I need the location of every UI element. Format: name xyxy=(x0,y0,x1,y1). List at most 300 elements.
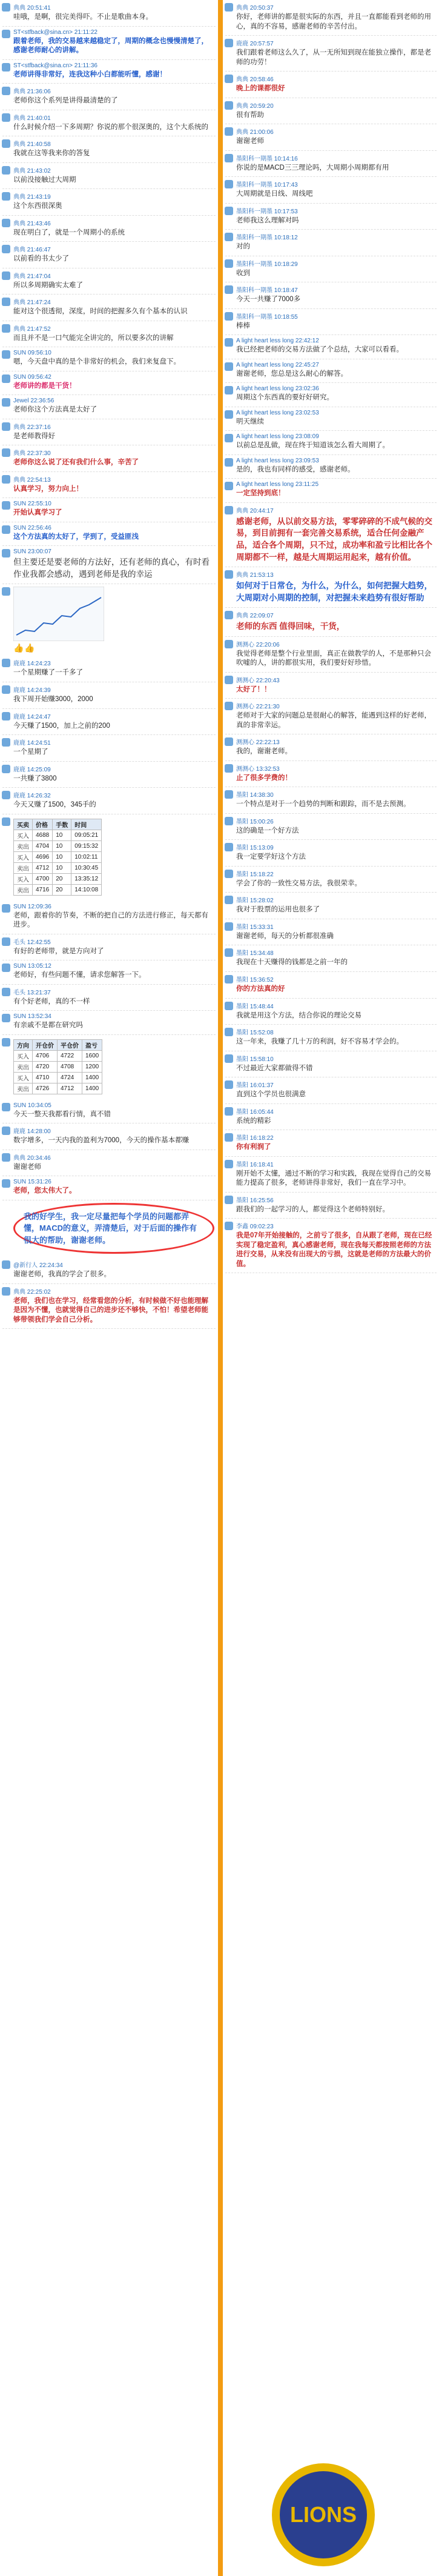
message-time: 22:54:13 xyxy=(27,476,51,484)
chat-message xyxy=(223,1219,439,1273)
sender-line xyxy=(236,737,435,746)
avatar xyxy=(225,948,233,957)
message-time: 21:43:19 xyxy=(27,194,51,201)
sender-line xyxy=(236,433,435,440)
avatar xyxy=(225,312,233,321)
sender-line xyxy=(236,2,435,12)
chat-message xyxy=(0,189,218,215)
avatar xyxy=(225,362,233,371)
sender-name: 墨阳 xyxy=(236,1135,248,1142)
sender-line xyxy=(236,285,435,294)
avatar xyxy=(225,1054,233,1063)
table-cell: 20 xyxy=(53,884,71,895)
message-time: 21:40:01 xyxy=(27,115,51,122)
sender-name: 墨阳科一期墨 xyxy=(236,182,272,189)
avatar xyxy=(225,1160,233,1168)
message-time: 14:24:23 xyxy=(27,661,51,668)
message-time: 14:28:00 xyxy=(27,1128,51,1136)
profit-chart-thumbnail xyxy=(13,587,104,641)
message-text: 而且并不是一口气能完全讲完的，所以要多次的讲解 xyxy=(13,334,174,342)
trade-table-2 xyxy=(13,1039,102,1094)
sender-line xyxy=(236,505,435,514)
avatar xyxy=(225,154,233,162)
table-cell: 4700 xyxy=(33,873,53,884)
table-cell: 4704 xyxy=(33,840,53,851)
message-text: 我下周开始赚3000，2000 xyxy=(13,695,93,703)
avatar xyxy=(2,988,10,996)
table-cell: 10 xyxy=(53,830,71,840)
message-text: 是的，我也有同样的感受，感谢老师。 xyxy=(236,465,355,473)
message-time: 21:11:36 xyxy=(74,62,97,69)
table-cell: 4708 xyxy=(58,1061,82,1072)
sender-line xyxy=(13,422,214,431)
avatar xyxy=(225,570,233,579)
message-time: 21:40:58 xyxy=(27,141,51,148)
message-text: 系统的精彩 xyxy=(236,1117,271,1125)
message-time: 09:56:42 xyxy=(27,373,51,381)
chat-message xyxy=(223,36,439,71)
message-time: 15:33:31 xyxy=(249,924,274,931)
message-text: 我对于股票的运用也很多了 xyxy=(236,906,320,914)
chat-message xyxy=(223,945,439,971)
message-time: 13:21:37 xyxy=(27,989,51,996)
message-time: 21:46:47 xyxy=(27,247,51,254)
message-text: 谢谢老师，您总是这么耐心的解答。 xyxy=(236,370,348,378)
chat-message xyxy=(0,1100,218,1123)
sender-name: 典典 xyxy=(13,5,25,12)
sender-name: 墨阳 xyxy=(236,845,248,852)
sender-name: 典典 xyxy=(13,141,25,148)
chat-message xyxy=(0,242,218,268)
table-cell: 1400 xyxy=(82,1072,102,1083)
message-time: 22:22:13 xyxy=(256,739,280,747)
chat-message xyxy=(223,72,439,98)
message-time: 15:13:09 xyxy=(249,845,274,852)
message-text: 明天继续 xyxy=(236,418,264,425)
message-time: 14:24:51 xyxy=(27,740,51,747)
sender-line xyxy=(13,1102,214,1109)
chat-message xyxy=(223,124,439,150)
table-cell: 4720 xyxy=(33,1061,58,1072)
message-text: 刚开始不太懂，通过不断的学习和实践，我现在觉得自己的交易能力提高了很多，老师讲得非常好，我们一直在学习中。 xyxy=(236,1170,431,1187)
chat-message xyxy=(223,1157,439,1192)
avatar xyxy=(2,964,10,972)
message-text: 这的确是一个好方法 xyxy=(236,827,299,834)
table-cell: 10 xyxy=(53,851,71,862)
chat-thread-5 xyxy=(0,1257,218,1329)
avatar xyxy=(2,3,10,12)
sender-line xyxy=(13,658,214,667)
message-text: 止了很多学费的！ xyxy=(236,774,292,782)
chat-message xyxy=(0,682,218,708)
sender-line xyxy=(13,324,214,333)
avatar xyxy=(2,448,10,457)
table-row xyxy=(14,1072,102,1083)
chat-message xyxy=(223,761,439,787)
chat-message xyxy=(223,230,439,256)
sender-line xyxy=(13,1179,214,1185)
avatar xyxy=(225,482,233,490)
sender-line xyxy=(236,974,435,983)
sender-name: 典典 xyxy=(13,299,25,307)
sender-name: 典典 xyxy=(13,194,25,201)
message-time: 16:18:41 xyxy=(249,1161,274,1168)
message-time: 22:21:30 xyxy=(256,704,280,711)
table-row xyxy=(14,1083,102,1094)
message-text: 老师讲得非常好，连我这种小白都能听懂，感谢！ xyxy=(13,70,167,78)
message-time: 22:37:30 xyxy=(27,450,51,458)
avatar xyxy=(2,685,10,694)
avatar xyxy=(225,233,233,241)
message-text: 今天一共赚了7000多 xyxy=(236,296,301,304)
trade-table-1 xyxy=(13,819,102,896)
message-time: 10:17:53 xyxy=(274,208,298,215)
chat-message xyxy=(0,163,218,189)
sender-name: 典典 xyxy=(13,273,25,280)
sender-name: 墨阳 xyxy=(236,1003,248,1010)
table-cell: 卖出 xyxy=(14,884,33,895)
message-text: 这个方法真的太好了，学到了，受益匪浅 xyxy=(13,533,139,541)
chat-message xyxy=(223,151,439,177)
message-text: 哇哦，是啊，很完美得吓。不止是歌曲本身。 xyxy=(13,13,153,21)
sender-name: 墨阳科一期墨 xyxy=(236,287,272,295)
chat-message xyxy=(223,972,439,998)
sender-name: 典典 xyxy=(13,247,25,254)
table-cell: 4712 xyxy=(33,862,53,873)
sender-name: 典典 xyxy=(13,450,25,458)
sender-name: SUN xyxy=(13,350,27,357)
sender-line xyxy=(13,937,214,946)
message-text: 现在明白了，就是一个周期小的系统 xyxy=(13,228,125,236)
table-cell: 1600 xyxy=(82,1050,102,1061)
chat-message xyxy=(0,445,218,471)
message-time: 10:18:47 xyxy=(274,287,298,295)
message-time: 09:02:23 xyxy=(249,1223,274,1231)
message-text: 谢谢老师，我真的学会了很多。 xyxy=(13,1271,111,1279)
chat-message xyxy=(223,1193,439,1219)
avatar xyxy=(225,640,233,648)
message-time: 15:58:10 xyxy=(249,1056,274,1063)
table-cell: 1400 xyxy=(82,1083,102,1094)
sender-line xyxy=(236,127,435,136)
sender-line xyxy=(13,790,214,799)
avatar xyxy=(2,765,10,773)
avatar xyxy=(2,1260,10,1269)
message-time: 20:57:57 xyxy=(249,41,274,48)
message-text: 老师的东西 值得回味，干货， xyxy=(236,622,345,631)
message-text: 我一定要学好这个方法 xyxy=(236,853,306,861)
message-text: 一定坚持到底！ xyxy=(236,490,285,498)
message-text: 谢谢老师 xyxy=(13,1163,41,1171)
message-time: 23:09:53 xyxy=(295,457,319,464)
table-cell: 10:02:11 xyxy=(71,851,102,862)
message-text: 我现在十天赚得的钱都是之前一年的 xyxy=(236,959,348,967)
sender-line xyxy=(236,1054,435,1063)
sender-line xyxy=(236,74,435,83)
chat-thread-2 xyxy=(0,656,218,814)
message-time: 22:45:27 xyxy=(295,361,319,368)
sender-name: 毛头 xyxy=(13,989,25,996)
sender-name: A light heart less long xyxy=(236,433,294,441)
sender-name: 墨阳 xyxy=(236,950,248,957)
avatar xyxy=(225,764,233,773)
message-time: 15:48:44 xyxy=(249,1003,274,1010)
chat-message xyxy=(223,407,439,431)
chat-message xyxy=(223,0,439,35)
chat-message xyxy=(223,1130,439,1156)
sender-line xyxy=(236,1159,435,1168)
sender-name: A light heart less long xyxy=(236,361,294,368)
sender-line xyxy=(13,474,214,484)
sender-name: 墨阳科一期墨 xyxy=(236,313,272,321)
message-time: 23:02:53 xyxy=(295,409,319,416)
avatar xyxy=(2,30,10,38)
sender-line xyxy=(13,374,214,381)
message-time: 12:09:36 xyxy=(27,903,51,910)
message-text: 不过最近大家都做得不错 xyxy=(236,1064,313,1072)
avatar xyxy=(2,63,10,72)
sender-line xyxy=(13,711,214,721)
sender-name: 墨阳 xyxy=(236,1197,248,1204)
sender-line xyxy=(13,764,214,773)
chat-message xyxy=(223,637,439,672)
sender-name: 典典 xyxy=(13,1288,25,1296)
message-time: 13:32:53 xyxy=(256,765,280,773)
avatar xyxy=(225,817,233,825)
avatar xyxy=(225,1028,233,1036)
message-text: 大周期就是日线、周线吧 xyxy=(236,190,313,198)
sender-line xyxy=(13,548,214,555)
table-header: 手数 xyxy=(53,819,71,830)
sender-name: 典典 xyxy=(236,102,248,110)
message-text: 晚上的课都很好 xyxy=(236,85,285,93)
sender-name: A light heart less long xyxy=(236,457,294,464)
avatar xyxy=(225,896,233,904)
sender-name: A light heart less long xyxy=(236,409,294,416)
message-time: 09:56:10 xyxy=(27,350,51,357)
chat-message xyxy=(0,295,218,321)
message-text: 什么时候介绍一下多周期？你说的那个很深奥的，这个大系统的 xyxy=(13,123,208,131)
avatar xyxy=(225,207,233,215)
avatar xyxy=(2,937,10,946)
message-text: 今天一整天我都看行情，真不错 xyxy=(13,1110,111,1118)
message-time: 23:02:36 xyxy=(295,385,319,393)
chat-message xyxy=(0,216,218,242)
sender-line xyxy=(13,191,214,201)
sender-line xyxy=(13,29,214,36)
avatar xyxy=(225,338,233,347)
message-text: 老师你这么说了还有我们什么事，辛苦了 xyxy=(13,459,139,467)
chat-message xyxy=(0,1150,218,1176)
message-time: 14:24:47 xyxy=(27,713,51,721)
message-time: 21:11:22 xyxy=(74,28,97,36)
message-text: 有个好老师，真的不一样 xyxy=(13,997,90,1005)
message-text: 周期这个东西真的要好好研究。 xyxy=(236,394,334,402)
chat-message xyxy=(223,840,439,866)
message-time: 22:36:56 xyxy=(30,398,54,405)
sender-line xyxy=(13,86,214,95)
message-text: 有好的老师带，就是方向对了 xyxy=(13,947,104,955)
message-text: 老师讲的都是干货！ xyxy=(13,382,76,390)
avatar xyxy=(225,1107,233,1116)
sender-line xyxy=(236,869,435,878)
chat-message xyxy=(0,934,218,960)
sender-line xyxy=(13,963,214,970)
avatar xyxy=(225,3,233,12)
sender-line xyxy=(13,525,214,531)
message-time: 15:00:26 xyxy=(249,818,274,825)
message-time: 22:56:46 xyxy=(27,524,51,531)
chat-message xyxy=(0,371,218,395)
sender-name: 典典 xyxy=(236,613,248,620)
message-time: 22:20:06 xyxy=(256,641,280,648)
sender-name: 测测心 xyxy=(236,704,254,711)
avatar xyxy=(225,1222,233,1230)
avatar xyxy=(225,410,233,419)
message-text: 棒棒 xyxy=(236,322,250,330)
sender-line xyxy=(236,610,435,619)
sender-line xyxy=(236,842,435,851)
sender-name: A light heart less long xyxy=(236,481,294,488)
message-text: 我的，谢谢老师。 xyxy=(236,748,292,756)
message-time: 22:42:12 xyxy=(295,338,319,345)
sender-name: A light heart less long xyxy=(236,385,294,393)
avatar xyxy=(2,659,10,667)
chat-message xyxy=(223,335,439,359)
sender-name: 墨阳 xyxy=(236,1161,248,1168)
message-time: 23:00:07 xyxy=(27,548,51,556)
message-time: 21:43:02 xyxy=(27,167,51,175)
sender-line xyxy=(236,38,435,47)
message-text: 数字增多，一天内我的盈利为7000，今天的操作基本都赚 xyxy=(13,1137,190,1145)
avatar xyxy=(2,738,10,747)
message-text: 你说的是MACD三三理论吗，大周期小周期都有用 xyxy=(236,164,389,171)
sender-name: 鹿鹿 xyxy=(13,687,25,694)
sender-name: Jewel xyxy=(13,398,29,405)
message-text: 这个东西很深奥 xyxy=(13,202,62,210)
message-text: 所以多周期确实太难了 xyxy=(13,281,83,289)
message-text: 我就在这等我来你的答复 xyxy=(13,150,90,158)
avatar xyxy=(225,1196,233,1204)
table-cell: 卖出 xyxy=(14,840,33,851)
message-time: 15:31:26 xyxy=(27,1179,51,1186)
message-time: 21:47:52 xyxy=(27,325,51,333)
avatar xyxy=(225,1002,233,1010)
chat-message xyxy=(0,1176,218,1200)
sender-name: 典典 xyxy=(236,129,248,136)
chat-message xyxy=(0,321,218,347)
avatar xyxy=(225,39,233,47)
avatar xyxy=(225,285,233,294)
table-cell: 4706 xyxy=(33,1050,58,1061)
chat-message xyxy=(223,431,439,454)
chat-message xyxy=(223,699,439,734)
sender-name: SUN xyxy=(13,903,27,910)
avatar xyxy=(225,1133,233,1142)
sender-line xyxy=(236,895,435,904)
table-cell: 卖出 xyxy=(14,1061,33,1072)
chat-thread-3 xyxy=(0,901,218,1035)
table-header: 方向 xyxy=(14,1039,33,1050)
message-text: 嗯，今天盘中真的是个非常好的机会，我们来复盘下。 xyxy=(13,358,180,366)
sender-name: SUN xyxy=(13,548,27,556)
sender-line xyxy=(236,481,435,488)
sender-name: 测测心 xyxy=(236,641,254,648)
message-text: 老师你这个方法真是太好了 xyxy=(13,406,97,414)
message-text: 我已经把老师的交易方法做了个总结，大家可以看看。 xyxy=(236,346,403,354)
avatar xyxy=(225,611,233,619)
sender-line xyxy=(13,987,214,996)
table-cell: 10 xyxy=(53,840,71,851)
table-row xyxy=(14,840,102,851)
table-header: 价格 xyxy=(33,819,53,830)
message-text: 收到 xyxy=(236,269,250,277)
sender-name: 墨阳 xyxy=(236,976,248,983)
chat-message xyxy=(0,985,218,1011)
message-time: 23:08:09 xyxy=(295,433,319,441)
message-text: 如何对于日常仓，为什么，为什么，如何把握大趋势，大周期对小周期的控制，对把握未来趋势有很好帮助 xyxy=(236,581,432,602)
avatar xyxy=(2,817,10,826)
thumbs-up-icon: 👍👍 xyxy=(13,643,36,653)
message-text: 你好，老师讲的都是很实际的东西，并且一直都能看到老师的用心，真的不容易，感谢老师的辛苦付出。 xyxy=(236,13,431,30)
sender-name: 测测心 xyxy=(236,677,254,684)
chat-message xyxy=(0,395,218,419)
sender-name: 典典 xyxy=(13,167,25,175)
sender-line xyxy=(236,362,435,368)
sender-name: 典典 xyxy=(13,115,25,122)
message-time: 22:25:02 xyxy=(27,1288,51,1296)
avatar xyxy=(225,458,233,467)
message-time: 20:34:46 xyxy=(27,1154,51,1162)
message-time: 20:59:20 xyxy=(249,102,274,110)
table-row xyxy=(14,884,102,895)
message-text: 一个星期了 xyxy=(13,748,48,756)
chat-message xyxy=(0,60,218,84)
avatar xyxy=(2,1153,10,1162)
chat-message xyxy=(223,673,439,699)
avatar xyxy=(2,324,10,333)
message-time: 14:25:09 xyxy=(27,766,51,773)
sender-line xyxy=(13,113,214,122)
sender-line xyxy=(236,338,435,344)
sender-name: 墨阳 xyxy=(236,1030,248,1037)
sender-line xyxy=(236,701,435,710)
avatar xyxy=(2,350,10,359)
table-row xyxy=(14,873,102,884)
message-time: 14:24:39 xyxy=(27,687,51,694)
message-time: 15:36:52 xyxy=(249,976,274,983)
sender-line xyxy=(236,311,435,321)
sender-line xyxy=(236,922,435,931)
table-cell: 1200 xyxy=(82,1061,102,1072)
message-time: 21:36:06 xyxy=(27,88,51,96)
message-time: 20:50:37 xyxy=(249,5,274,12)
message-time: 16:25:56 xyxy=(249,1197,274,1204)
chat-message xyxy=(0,27,218,59)
message-text: 一个星期赚了一千多了 xyxy=(13,669,83,677)
chat-message xyxy=(223,893,439,919)
avatar xyxy=(225,259,233,268)
oval-highlight-message xyxy=(0,1200,218,1258)
avatar xyxy=(225,101,233,110)
sender-name: 墨阳 xyxy=(236,1108,248,1116)
table-cell: 4722 xyxy=(58,1050,82,1061)
chat-message xyxy=(0,960,218,984)
chat-message xyxy=(223,503,439,567)
message-time: 12:42:55 xyxy=(27,939,51,946)
chat-message xyxy=(223,359,439,383)
avatar xyxy=(2,422,10,431)
